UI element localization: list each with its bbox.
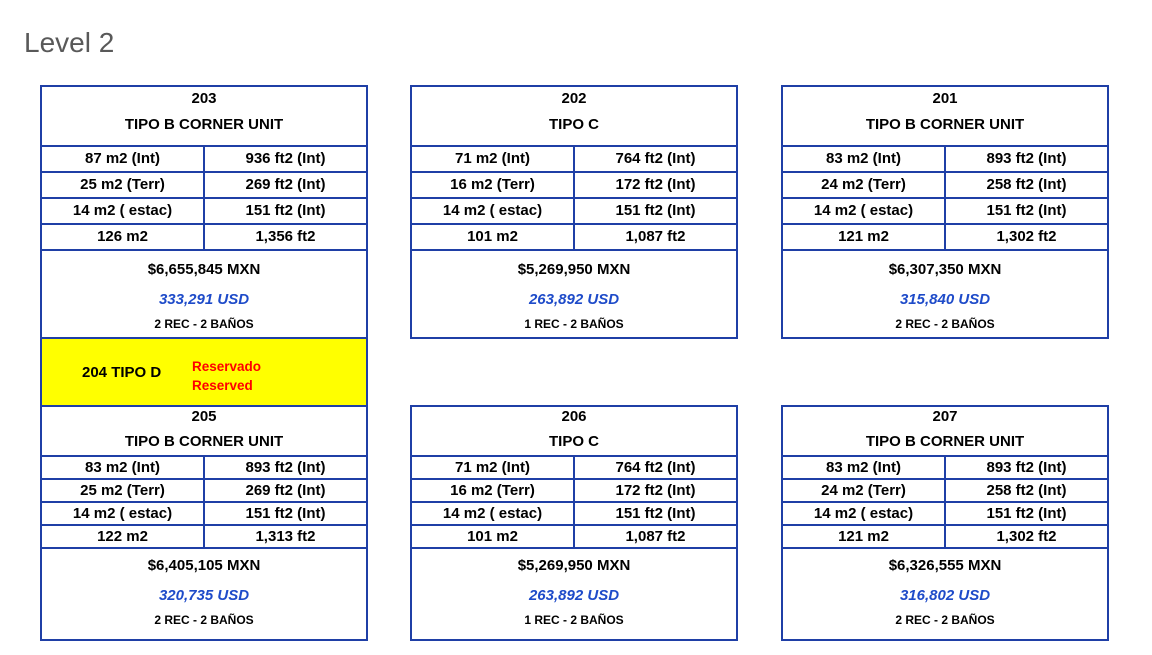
area-ft2: 151 ft2 (Int) <box>245 505 326 522</box>
unit-type: TIPO B CORNER UNIT <box>865 433 1025 450</box>
area-total-row <box>412 526 736 549</box>
area-ft2: 764 ft2 (Int) <box>615 459 696 476</box>
price-mxn: $5,269,950 MXN <box>517 261 631 278</box>
area-row <box>412 173 736 199</box>
area-m2: 14 m2 ( estac) <box>783 199 946 223</box>
area-total-row <box>783 225 1107 251</box>
price-block <box>412 556 736 627</box>
area-ft2: 893 ft2 (Int) <box>986 459 1067 476</box>
total-m2: 126 m2 <box>42 225 205 249</box>
area-ft2: 258 ft2 (Int) <box>986 176 1067 193</box>
unit-header <box>412 407 736 457</box>
area-m2: 83 m2 (Int) <box>783 147 946 171</box>
price-mxn: $6,326,555 MXN <box>888 557 1002 574</box>
unit-number: 202 <box>561 90 587 107</box>
area-row <box>42 199 366 225</box>
area-ft2: 151 ft2 (Int) <box>986 505 1067 522</box>
area-row <box>42 173 366 199</box>
total-ft2: 1,356 ft2 <box>255 228 316 245</box>
unit-number: 206 <box>561 408 587 425</box>
unit-header <box>783 87 1107 147</box>
area-row <box>783 457 1107 480</box>
total-ft2: 1,087 ft2 <box>625 528 686 545</box>
price-usd: 315,840 USD <box>899 291 991 308</box>
area-total-row <box>412 225 736 251</box>
reserved-unit-204 <box>40 339 368 405</box>
area-total-row <box>42 225 366 251</box>
area-row <box>412 457 736 480</box>
area-m2: 14 m2 ( estac) <box>42 199 205 223</box>
unit-type: TIPO B CORNER UNIT <box>124 433 284 450</box>
unit-card-203 <box>40 85 368 339</box>
page-title: Level 2 <box>24 27 115 58</box>
area-ft2: 151 ft2 (Int) <box>615 202 696 219</box>
unit-number: 203 <box>191 90 217 107</box>
area-m2: 83 m2 (Int) <box>42 457 205 478</box>
price-usd: 316,802 USD <box>899 587 991 604</box>
reserved-status-es: Reservado <box>192 359 262 374</box>
total-ft2: 1,302 ft2 <box>996 228 1057 245</box>
unit-card-201 <box>781 85 1109 339</box>
area-m2: 71 m2 (Int) <box>412 457 575 478</box>
area-row <box>42 480 366 503</box>
total-ft2: 1,087 ft2 <box>625 228 686 245</box>
area-ft2: 151 ft2 (Int) <box>615 505 696 522</box>
area-m2: 83 m2 (Int) <box>783 457 946 478</box>
total-m2: 101 m2 <box>412 225 575 249</box>
area-ft2: 764 ft2 (Int) <box>615 150 696 167</box>
total-ft2: 1,302 ft2 <box>996 528 1057 545</box>
rooms-info: 2 REC - 2 BAÑOS <box>895 317 995 331</box>
total-ft2: 1,313 ft2 <box>255 528 316 545</box>
reserved-status <box>192 357 261 395</box>
reserved-unit-label: 204 TIPO D <box>82 364 162 381</box>
area-m2: 16 m2 (Terr) <box>412 173 575 197</box>
area-m2: 24 m2 (Terr) <box>783 480 946 501</box>
price-block <box>783 556 1107 627</box>
rooms-info: 1 REC - 2 BAÑOS <box>524 317 624 331</box>
unit-card-202 <box>410 85 738 339</box>
area-m2: 24 m2 (Terr) <box>783 173 946 197</box>
area-m2: 14 m2 ( estac) <box>42 503 205 524</box>
area-ft2: 172 ft2 (Int) <box>615 176 696 193</box>
area-row <box>42 503 366 526</box>
area-m2: 25 m2 (Terr) <box>42 480 205 501</box>
unit-type: TIPO C <box>548 433 599 450</box>
area-row <box>783 173 1107 199</box>
price-block <box>783 260 1107 331</box>
price-usd: 263,892 USD <box>528 291 620 308</box>
total-m2: 121 m2 <box>783 526 946 547</box>
price-usd: 320,735 USD <box>158 587 250 604</box>
unit-number: 207 <box>932 408 958 425</box>
area-row <box>783 199 1107 225</box>
unit-header <box>412 87 736 147</box>
unit-header <box>42 407 366 457</box>
area-row <box>412 199 736 225</box>
area-row <box>783 147 1107 173</box>
price-block <box>412 260 736 331</box>
area-ft2: 269 ft2 (Int) <box>245 176 326 193</box>
area-row <box>412 147 736 173</box>
area-ft2: 172 ft2 (Int) <box>615 482 696 499</box>
area-row <box>42 457 366 480</box>
area-row <box>783 503 1107 526</box>
unit-header <box>42 87 366 147</box>
area-total-row <box>42 526 366 549</box>
price-mxn: $6,405,105 MXN <box>147 557 261 574</box>
area-m2: 16 m2 (Terr) <box>412 480 575 501</box>
area-ft2: 893 ft2 (Int) <box>986 150 1067 167</box>
unit-type: TIPO B CORNER UNIT <box>865 116 1025 133</box>
price-usd: 333,291 USD <box>158 291 250 308</box>
rooms-info: 2 REC - 2 BAÑOS <box>154 317 254 331</box>
area-total-row <box>783 526 1107 549</box>
unit-card-205 <box>40 405 368 641</box>
price-mxn: $5,269,950 MXN <box>517 557 631 574</box>
rooms-info: 1 REC - 2 BAÑOS <box>524 613 624 627</box>
unit-header <box>783 407 1107 457</box>
price-block <box>42 260 366 331</box>
price-block <box>42 556 366 627</box>
area-row <box>412 480 736 503</box>
rooms-info: 2 REC - 2 BAÑOS <box>895 613 995 627</box>
area-ft2: 936 ft2 (Int) <box>245 150 326 167</box>
area-m2: 14 m2 ( estac) <box>412 503 575 524</box>
unit-card-206 <box>410 405 738 641</box>
total-m2: 101 m2 <box>412 526 575 547</box>
area-ft2: 269 ft2 (Int) <box>245 482 326 499</box>
unit-type: TIPO B CORNER UNIT <box>124 116 284 133</box>
unit-type: TIPO C <box>548 116 599 133</box>
area-ft2: 151 ft2 (Int) <box>986 202 1067 219</box>
area-m2: 87 m2 (Int) <box>42 147 205 171</box>
unit-card-207 <box>781 405 1109 641</box>
total-m2: 121 m2 <box>783 225 946 249</box>
unit-number: 201 <box>932 90 958 107</box>
rooms-info: 2 REC - 2 BAÑOS <box>154 613 254 627</box>
area-row <box>783 480 1107 503</box>
area-m2: 71 m2 (Int) <box>412 147 575 171</box>
reserved-status-en: Reserved <box>192 378 253 393</box>
area-m2: 25 m2 (Terr) <box>42 173 205 197</box>
area-ft2: 258 ft2 (Int) <box>986 482 1067 499</box>
area-row <box>42 147 366 173</box>
price-mxn: $6,655,845 MXN <box>147 261 261 278</box>
area-m2: 14 m2 ( estac) <box>783 503 946 524</box>
area-row <box>412 503 736 526</box>
area-m2: 14 m2 ( estac) <box>412 199 575 223</box>
unit-number: 205 <box>191 408 217 425</box>
area-ft2: 893 ft2 (Int) <box>245 459 326 476</box>
area-ft2: 151 ft2 (Int) <box>245 202 326 219</box>
total-m2: 122 m2 <box>42 526 205 547</box>
price-usd: 263,892 USD <box>528 587 620 604</box>
price-mxn: $6,307,350 MXN <box>888 261 1002 278</box>
